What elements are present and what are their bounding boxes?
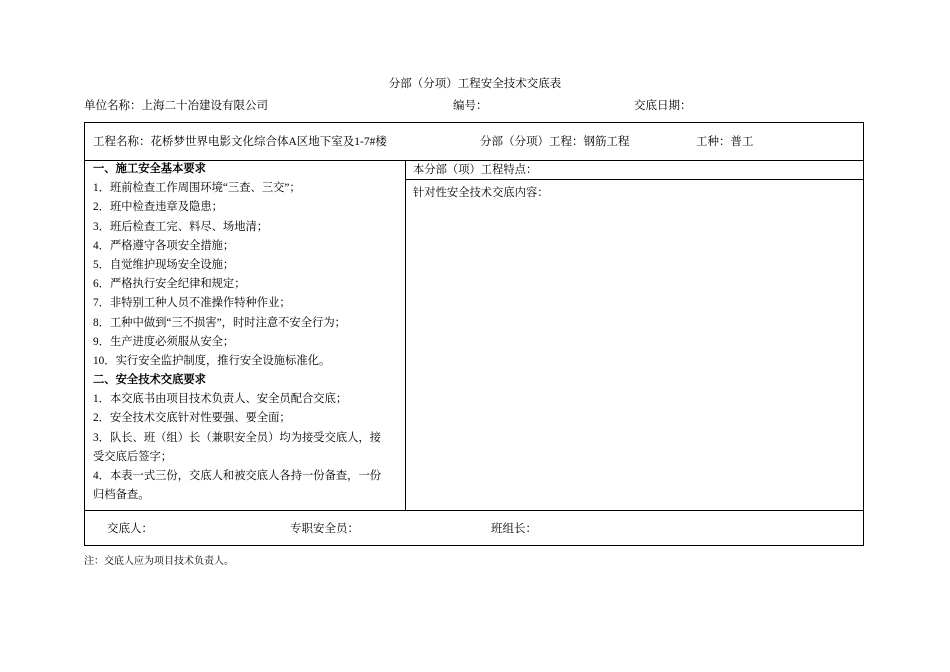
- list-line: 受交底后签字；: [93, 450, 173, 463]
- footnote: 注：交底人应为项目技术负责人。: [84, 556, 234, 567]
- list-item: 5．自觉维护现场安全设施；: [93, 258, 235, 271]
- team-leader-label: 班组长：: [491, 523, 537, 535]
- list-item: 8．工种中做到“三不损害”，时时注意不安全行为；: [93, 316, 346, 329]
- list-item: 1．班前检查工作周围环境“三查、三交”；: [93, 182, 301, 195]
- content-label: 针对性安全技术交底内容：: [413, 187, 549, 199]
- list-item: 6．严格执行安全纪律和规定；: [93, 278, 246, 291]
- disclosure-date: 交底日期：: [634, 100, 692, 112]
- sub-project: 分部（分项）工程：钢筋工程: [480, 136, 630, 148]
- project-name: 工程名称：花桥梦世界电影文化综合体A区地下室及1-7#楼: [93, 136, 387, 148]
- list-item: 3．班后检查工完、料尽、场地清；: [93, 220, 269, 233]
- row-divider-bottom: [85, 510, 863, 511]
- section2-heading: 二、安全技术交底要求: [93, 374, 206, 387]
- section1-heading: 一、施工安全基本要求: [93, 163, 206, 175]
- discloser-label: 交底人：: [107, 523, 153, 535]
- list-line: 4．本表一式三份，交底人和被交底人各持一份备查，一份: [93, 470, 382, 482]
- list-item: 7．非特别工种人员不准操作特种作业；: [93, 297, 291, 310]
- form-title: 分部（分项）工程安全技术交底表: [388, 78, 562, 90]
- work-type: 工种：普工: [696, 136, 754, 148]
- column-divider: [405, 160, 406, 510]
- features-label: 本分部（项）工程特点：: [413, 164, 538, 176]
- form-number: 编号：: [453, 100, 488, 112]
- list-item: 4．严格遵守各项安全措施；: [93, 239, 235, 252]
- disclosure-table: [84, 122, 864, 546]
- list-line: 2．安全技术交底针对性要强、要全面；: [93, 412, 291, 425]
- list-item: 10．实行安全监护制度，推行安全设施标准化。: [93, 354, 331, 367]
- safety-officer-label: 专职安全员：: [290, 523, 359, 535]
- list-line: 归档备查。: [93, 489, 150, 502]
- list-line: 3．队长、班（组）长（兼职安全员）均为接受交底人，接: [93, 431, 382, 444]
- list-item: 2．班中检查违章及隐患；: [93, 201, 223, 214]
- requirements-column: [93, 160, 403, 505]
- list-line: 1．本交底书由项目技术负责人、安全员配合交底；: [93, 393, 348, 406]
- list-item: 9．生产进度必须服从安全；: [93, 335, 235, 348]
- unit-name: 单位名称：上海二十冶建设有限公司: [84, 100, 268, 112]
